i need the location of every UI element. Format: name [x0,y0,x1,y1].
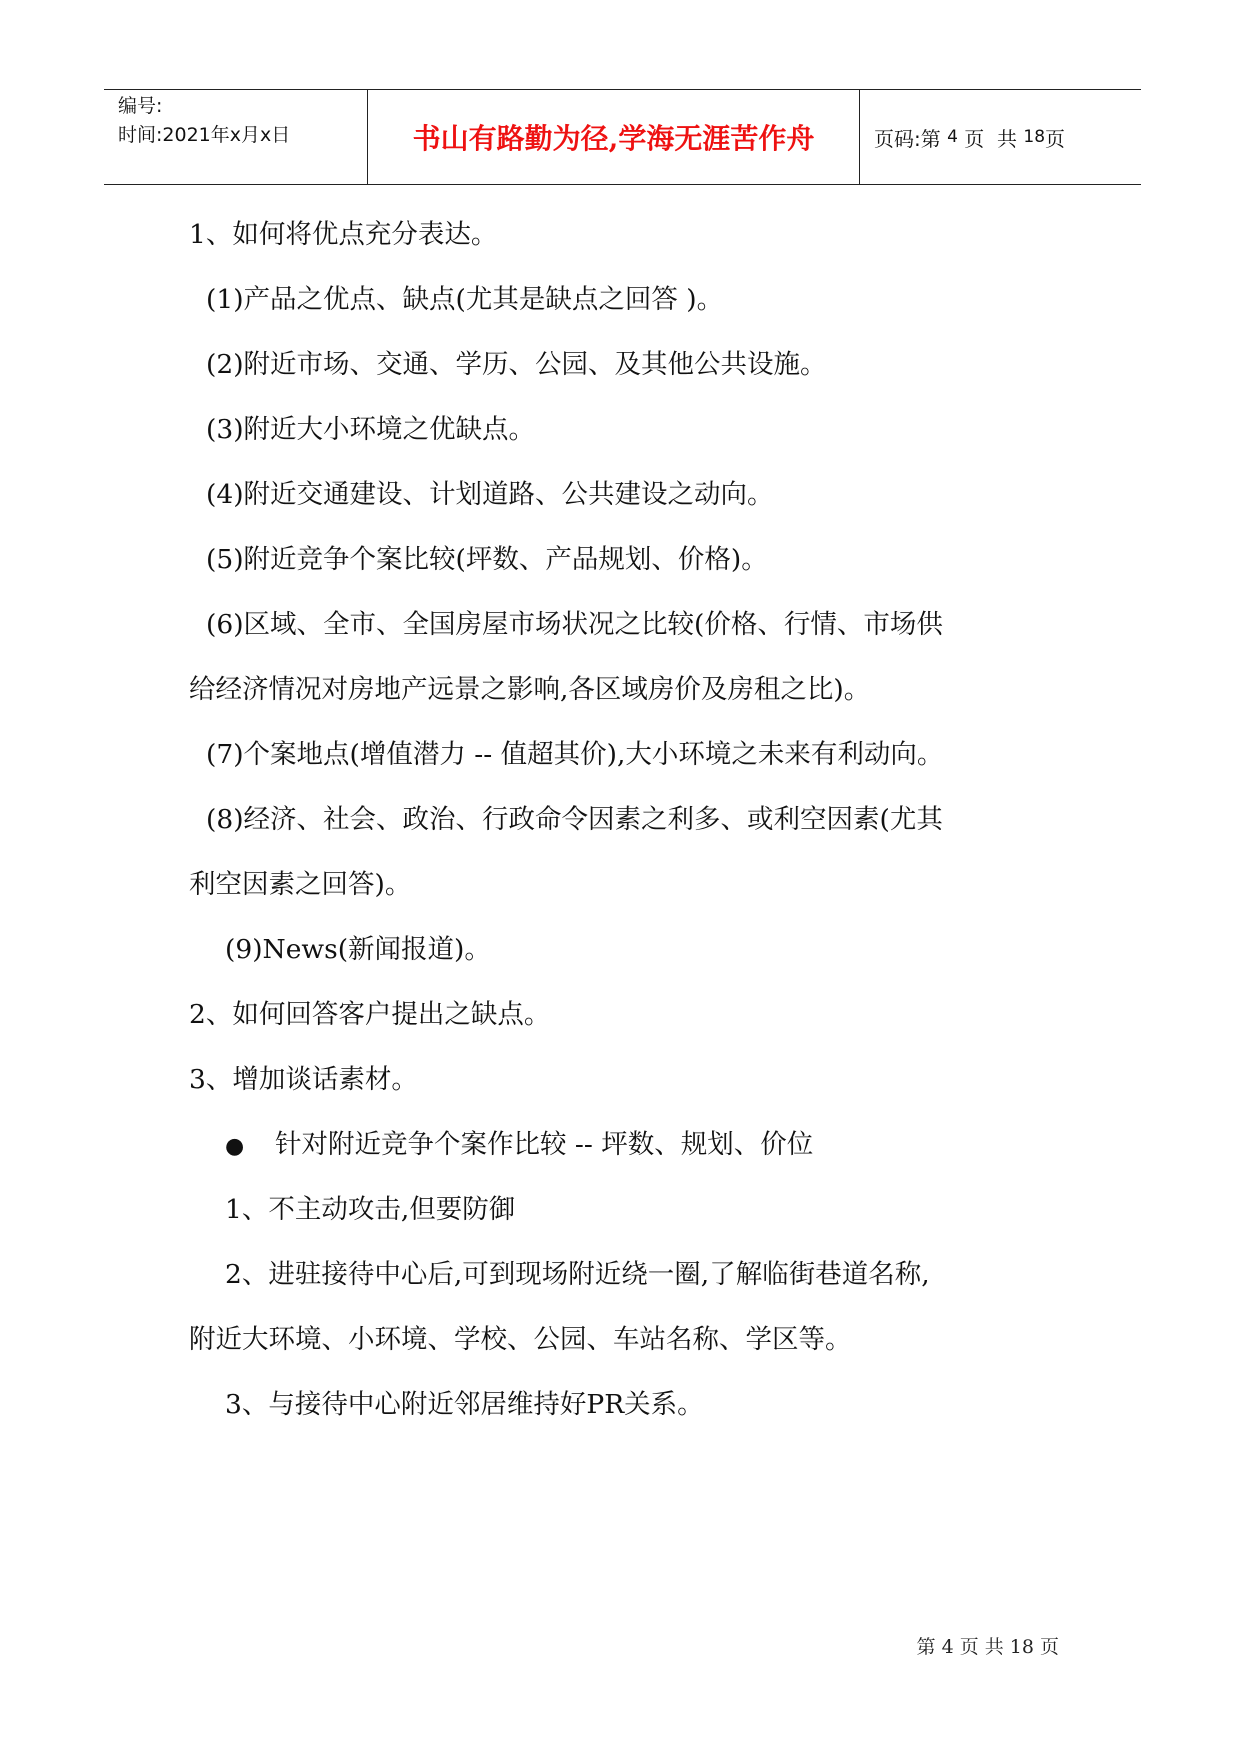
page-header [104,89,1141,185]
bullet-item-text: 针对附近竞争个案作比较 -- 坪数、规划、价位 [275,1129,814,1160]
page-suffix: 页 [1045,126,1066,151]
list-item: 3、与接待中心附近邻居维持好PR关系。 [225,1389,704,1420]
list-item: (7)个案地点(增值潜力 -- 值超其价),大小环境之未来有利动向。 [206,739,944,770]
list-item: (9)News(新闻报道)。 [225,934,491,965]
list-item: (1)产品之优点、缺点(尤其是缺点之回答 )。 [206,284,724,315]
list-item: (2)附近市场、交通、学历、公园、及其他公共设施。 [206,349,827,380]
list-item: 1、不主动攻击,但要防御 [225,1194,516,1225]
page-current: 4 [947,127,958,147]
heading-1: 1、如何将优点充分表达。 [189,219,498,250]
page-mid: 页 共 [964,126,1018,151]
header-motto: 书山有路勤为径,学海无涯苦作舟 [412,122,815,155]
bullet-item [189,1128,1069,1193]
page-footer: 第 4 页 共 18 页 [916,1636,1059,1658]
list-item: (4)附近交通建设、计划道路、公共建设之动向。 [206,479,774,510]
document-body [189,218,1069,1453]
list-item-continuation: 给经济情况对房地产远景之影响,各区域房价及房租之比)。 [189,674,871,705]
header-divider-right [859,90,860,184]
list-item: (3)附近大小环境之优缺点。 [206,414,536,445]
bullet-icon: ● [225,1134,245,1159]
list-item-continuation: 利空因素之回答)。 [189,869,412,900]
header-meta [118,92,290,150]
list-item: (6)区域、全市、全国房屋市场状况之比较(价格、行情、市场供 [206,609,943,640]
page-prefix: 页码:第 [874,126,941,151]
list-item: 2、进驻接待中心后,可到现场附近绕一圈,了解临街巷道名称, [225,1259,930,1290]
document-time-label: 时间:2021年x月x日 [118,124,291,146]
list-item: (5)附近竞争个案比较(坪数、产品规划、价格)。 [206,544,768,575]
heading-3: 3、增加谈话素材。 [189,1064,418,1095]
page-total: 18 [1023,127,1046,147]
list-item-continuation: 附近大环境、小环境、学校、公园、车站名称、学区等。 [189,1324,852,1355]
list-item: (8)经济、社会、政治、行政命令因素之利多、或利空因素(尤其 [206,804,943,835]
document-number-label: 编号: [118,95,163,117]
heading-2: 2、如何回答客户提出之缺点。 [189,999,551,1030]
header-page-info [874,90,1065,184]
